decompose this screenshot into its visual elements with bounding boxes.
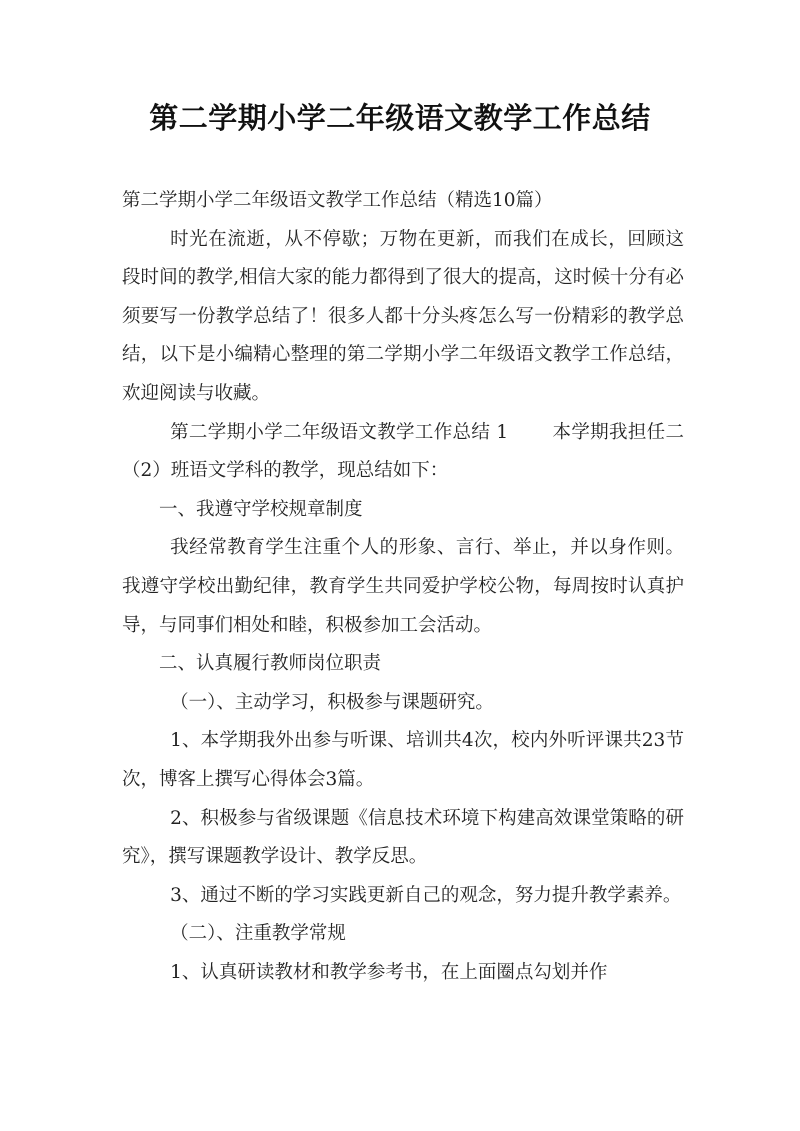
heading-rules: 一、我遵守学校规章制度 bbox=[159, 498, 363, 520]
intro-paragraph: 时光在流逝，从不停歇；万物在更新，而我们在成长，回顾这段时间的教学,相信大家的能力都得到了很大的提高，这时候十分有必须要写一份教学总结了！很多人都十分头疼怎么写一份精彩的教学总结，以下是小编精心整理的第二学期小学二年级语文教学工作总结，欢迎阅读与收藏。 bbox=[122, 228, 684, 404]
document-title: 第二学期小学二年级语文教学工作总结 bbox=[149, 101, 651, 135]
list-item-textbook: 1、认真研读教材和教学参考书，在上面圈点勾划并作 bbox=[170, 961, 608, 983]
sub-heading-study: （一）、主动学习，积极参与课题研究。 bbox=[170, 691, 494, 713]
heading-duties: 二、认真履行教师岗位职责 bbox=[159, 653, 382, 675]
list-item-research: 2、积极参与省级课题《信息技术环境下构建高效课堂策略的研究》，撰写课题教学设计、教学反思。 bbox=[122, 807, 684, 868]
document-subtitle: 第二学期小学二年级语文教学工作总结（精选10篇） bbox=[122, 190, 553, 211]
section-heading: 第二学期小学二年级语文教学工作总结 1 bbox=[170, 421, 509, 443]
sub-heading-routine: （二）、注重教学常规 bbox=[170, 923, 346, 945]
document-body bbox=[122, 182, 684, 992]
rules-paragraph: 我经常教育学生注重个人的形象、言行、举止，并以身作则。我遵守学校出勤纪律，教育学生共同爱护学校公物，每周按时认真护导，与同事们相处和睦，积极参加工会活动。 bbox=[122, 537, 684, 636]
list-item-training: 1、本学期我外出参与听课、培训共4次，校内外听评课共23节次，博客上撰写心得体会3篇。 bbox=[122, 730, 684, 790]
section-intro: 本学期我担任二（2）班语文学科的教学，现总结如下： bbox=[122, 421, 684, 482]
list-item-practice: 3、通过不断的学习实践更新自己的观念，努力提升教学素养。 bbox=[170, 884, 682, 906]
section-heading-paragraph bbox=[122, 414, 684, 491]
